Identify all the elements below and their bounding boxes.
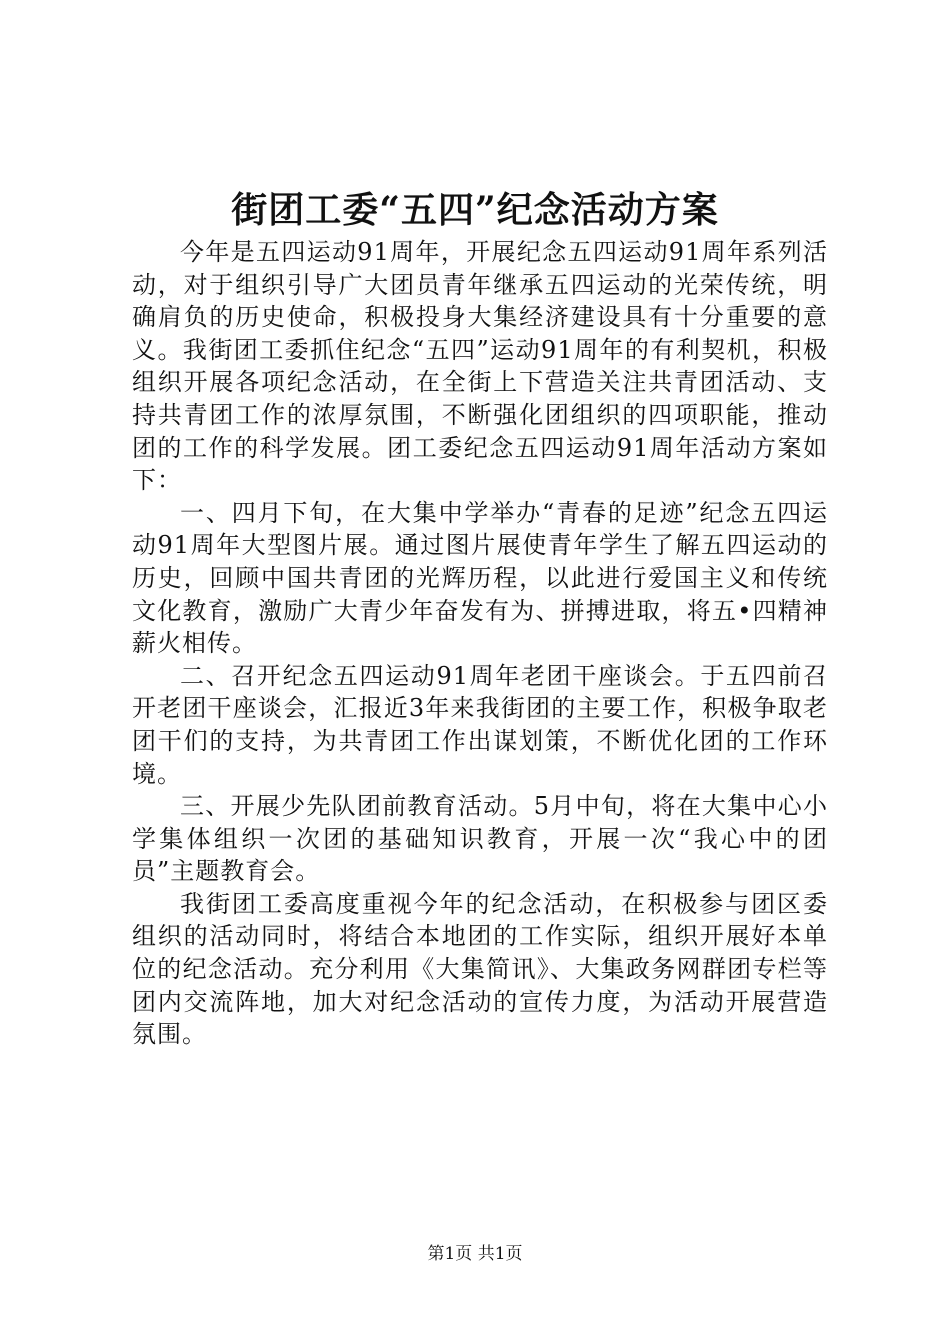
paragraph-item-2: 二、召开纪念五四运动91周年老团干座谈会。于五四前召开老团干座谈会，汇报近3年来我街团的主要工作，积极争取老团干们的支持，为共青团工作出谋划策，不断优化团的工作环境。 (132, 661, 828, 788)
paragraph-conclusion: 我街团工委高度重视今年的纪念活动，在积极参与团区委组织的活动同时，将结合本地团的工作实际，组织开展好本单位的纪念活动。充分利用《大集简讯》、大集政务网群团专栏等团内交流阵地，加大对纪念活动的宣传力度，为活动开展营造氛围。 (132, 889, 828, 1049)
paragraph-item-1: 一、四月下旬，在大集中学举办“青春的足迹”纪念五四运动91周年大型图片展。通过图片展使青年学生了解五四运动的历史，回顾中国共青团的光辉历程，以此进行爱国主义和传统文化教育，激励广大青少年奋发有为、拼搏进取，将五•四精神薪火相传。 (132, 498, 828, 658)
page-footer: 第1页 共1页 (427, 1244, 523, 1264)
paragraph-intro: 今年是五四运动91周年，开展纪念五四运动91周年系列活动，对于组织引导广大团员青年继承五四运动的光荣传统，明确肩负的历史使命，积极投身大集经济建设具有十分重要的意义。我街团工委抓住纪念“五四”运动91周年的有利契机，积极组织开展各项纪念活动，在全街上下营造关注共青团活动、支持共青团工作的浓厚氛围，不断强化团组织的四项职能，推动团的工作的科学发展。团工委纪念五四运动91周年活动方案如下： (132, 238, 828, 495)
document-body (132, 236, 828, 1051)
paragraph-item-3: 三、开展少先队团前教育活动。5月中旬，将在大集中心小学集体组织一次团的基础知识教育，开展一次“我心中的团员”主题教育会。 (132, 792, 828, 886)
document-title: 街团工委“五四”纪念活动方案 (231, 189, 719, 231)
